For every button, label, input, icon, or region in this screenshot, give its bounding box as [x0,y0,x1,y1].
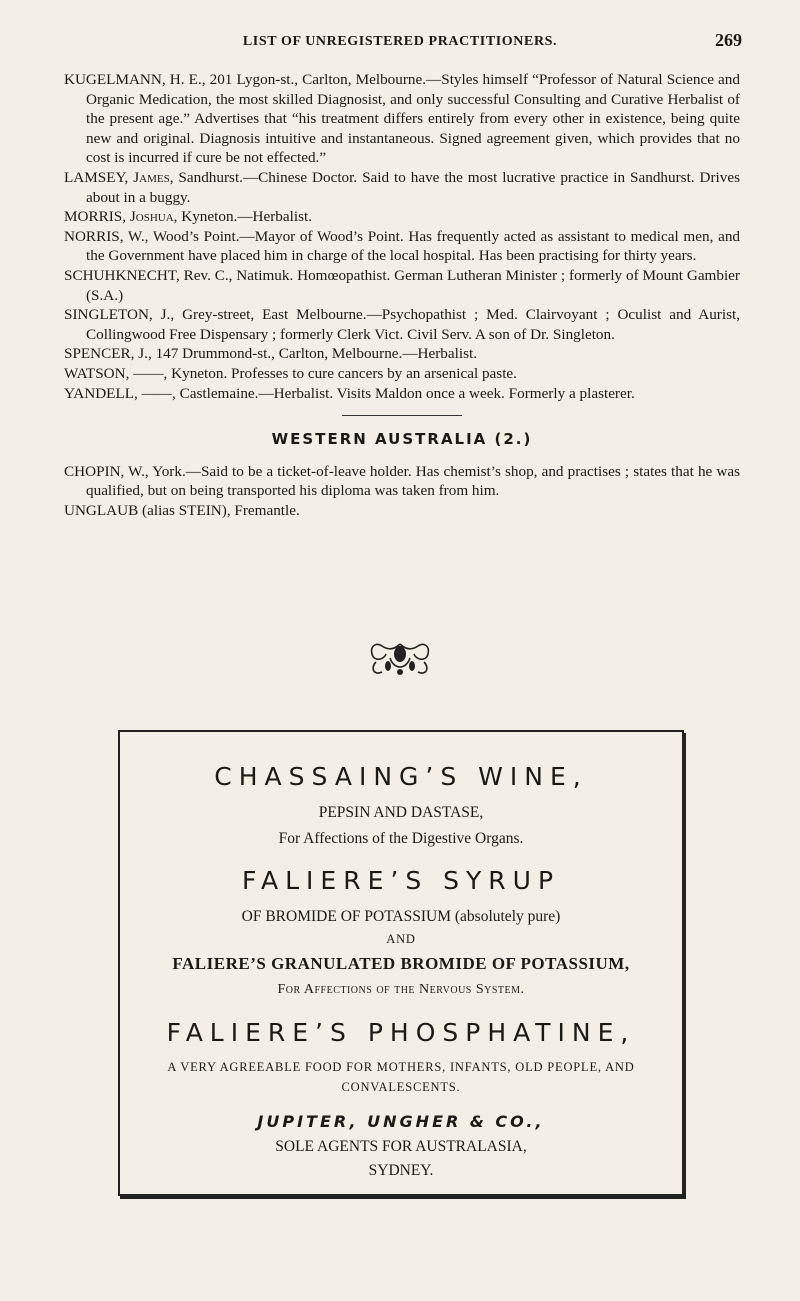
entry-text: Rev. C., Natimuk. Homœopathist. German Lutheran Minister ; formerly of Mount Gambier (S.A.) [86,266,740,304]
entry-name: YANDELL, ——, [64,384,176,402]
list-item [64,501,740,521]
entry-text: Wood’s Point.—Mayor of Wood’s Point. Has frequently acted as assistant to medical men, and the Government have placed him in charge of the local hospital. Has been practising for thirty years. [86,227,741,265]
entry-name: SINGLETON, J., [64,306,175,324]
ad-line-food: A VERY AGREEABLE FOOD FOR MOTHERS, INFANTS, OLD PEOPLE, AND [167,1060,635,1074]
entry-text: Kyneton. Professes to cure cancers by an arsenical paste. [167,364,517,382]
list-item [64,384,740,404]
ad-agent-name: JUPITER, UNGHER & CO., [257,1112,545,1131]
ad-line-bromide: OF BROMIDE OF POTASSIUM (absolutely pure) [241,908,561,925]
ad-line-granulated: FALIERE’S GRANULATED BROMIDE OF POTASSIUM, [172,954,630,973]
running-head: LIST OF UNREGISTERED PRACTITIONERS. [242,34,558,49]
entry-text: (alias STEIN), Fremantle. [138,501,300,519]
entries-list-western-australia [64,462,740,521]
entry-text: Castlemaine.—Herbalist. Visits Maldon once a week. Formerly a plasterer. [175,384,635,402]
section-divider [342,415,462,416]
advertisement-box [118,730,684,1196]
ad-line-and: AND [386,932,416,946]
ad-product-syrup: FALIERE’S SYRUP [241,866,561,895]
floral-ornament-icon [366,640,434,678]
list-item [64,462,740,501]
list-item [64,207,740,227]
entry-given-name: Joshua [129,208,174,226]
list-item [64,70,740,168]
entry-name: SPENCER, J., [64,345,152,363]
page-header [0,28,800,58]
entries-list [64,70,740,403]
entry-name: MORRIS, [64,208,127,226]
list-item [64,364,740,384]
list-item [64,168,740,207]
ad-line-sydney: SYDNEY. [368,1162,434,1179]
ad-product-phosphatine: FALIERE’S PHOSPHATINE, [166,1018,636,1047]
entry-text: Grey-street, East Melbourne.—Psychopathist ; Med. Clairvoyant ; Oculist and Aurist, Collingwood Free Dispensary ; formerly Clerk Vict. Civil Serv. A son of Dr. Singleton. [86,306,741,343]
list-item [64,344,740,364]
entry-name: WATSON, ——, [64,364,168,382]
ad-line-convalescents: CONVALESCENTS. [341,1080,461,1094]
page-number: 269 [715,30,742,50]
entry-name: CHOPIN, W., [64,462,149,480]
entry-text: York.—Said to be a ticket-of-leave holder. Has chemist’s shop, and practises ; states that he was qualified, but on being transported his diploma was taken from him. [86,462,741,500]
entry-name: LAMSEY, [64,168,129,186]
list-item [64,227,740,266]
entry-text: 201 Lygon-st., Carlton, Melbourne.—Styles himself “Professor of Natural Science and Organic Medication, the most skilled Diagnosist, and only successful Consulting and Curative Herbalist of the present age.” Advertises that “his treatment differs entirely from every other in existence, being quite new and original. Diagnosis intuitive and instantaneous. Signed agreement given, which provides that no cost is incurred if cure be not effected.” [86,71,740,167]
ad-line-sole-agents: SOLE AGENTS FOR AUSTRALASIA, [275,1138,527,1155]
entry-name: UNGLAUB [64,501,139,519]
list-item [64,266,740,305]
ad-product-chassaing: CHASSAING’S WINE, [214,762,588,791]
entry-text: 147 Drummond-st., Carlton, Melbourne.—Herbalist. [151,345,477,363]
entry-text: , Kyneton.—Herbalist. [173,208,313,226]
entry-given-name: James [133,168,170,186]
page-body [64,70,740,520]
entry-name: SCHUHKNECHT, [64,266,180,284]
section-title: WESTERN AUSTRALIA (2.) [271,430,533,449]
entry-name: NORRIS, W., [64,227,149,245]
entry-name: KUGELMANN, H. E., [64,71,206,88]
ad-line-digestive: For Affections of the Digestive Organs. [278,830,524,847]
ad-line-pepsin: PEPSIN AND DASTASE, [318,804,484,821]
ad-line-nervous: For Affections of the Nervous System. [277,982,525,997]
list-item [64,305,740,344]
entry-text: , Sandhurst.—Chinese Doctor. Said to have the most lucrative practice in Sandhurst. Drives about in a buggy. [86,168,741,206]
